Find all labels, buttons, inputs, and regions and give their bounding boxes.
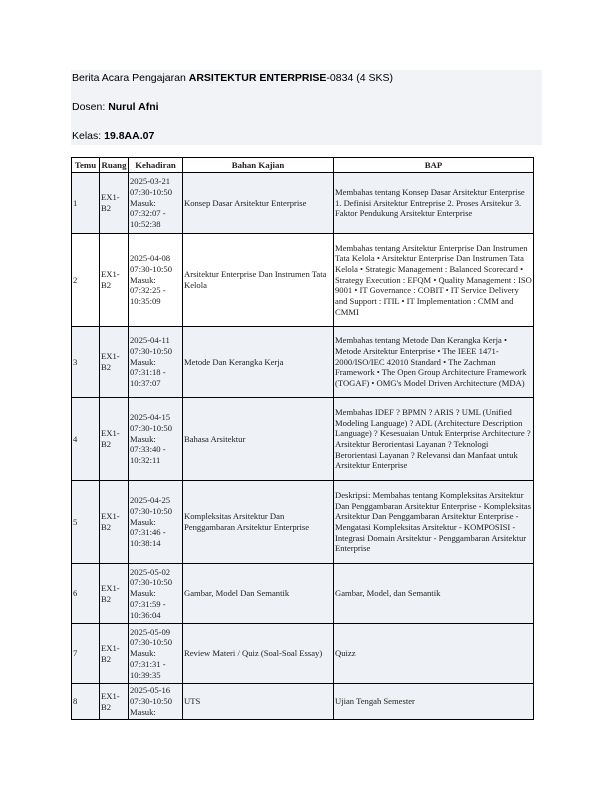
- cell-kehadiran: [129, 624, 183, 684]
- cell-ruang: EX1-B2: [100, 173, 129, 234]
- kehadiran-date: 2025-04-11: [130, 335, 170, 346]
- table-row: [72, 564, 534, 624]
- cell-bahan-kajian: Review Materi / Quiz (Soal-Soal Essay): [183, 624, 334, 684]
- cell-bap: Gambar, Model, dan Semantik: [334, 564, 534, 624]
- kehadiran-date: 2025-04-15: [130, 412, 171, 423]
- col-header-temu: Temu: [72, 158, 100, 173]
- kehadiran-masuk-label: Masuk:: [130, 516, 156, 527]
- cell-ruang: EX1-B2: [100, 684, 129, 720]
- kehadiran-date: 2025-05-16: [130, 685, 171, 696]
- cell-bap: Membahas tentang Metode Dan Kerangka Kerja • Metode Arsitektur Enterprise • The IEEE 1471-2000/ISO/IEC 42010 Standard • The Zachman Framework • The Open Group Architecture Framework (TOGAF) • OMG's Model Driven Architecture (MDA): [334, 327, 534, 398]
- table-header-row: [72, 158, 534, 173]
- cell-bahan-kajian: Bahasa Arsitektur: [183, 398, 334, 481]
- cell-ruang: EX1-B2: [100, 398, 129, 481]
- cell-temu: 3: [72, 327, 100, 398]
- lecturer-label: Dosen:: [72, 101, 109, 113]
- cell-ruang: EX1-B2: [100, 234, 129, 327]
- cell-temu: 2: [72, 234, 100, 327]
- cell-bap: Membahas IDEF ? BPMN ? ARIS ? UML (Unified Modeling Language) ? ADL (Architecture Description Language) ? Kesesuaian Untuk Enterprise Architecture ? Arsitektur Berorientasi Layanan ? Teknologi Berorientasi Layanan ? Relevansi dan Manfaat untuk Arsitektur Enterprise: [334, 398, 534, 481]
- kehadiran-date: 2025-03-21: [130, 176, 171, 187]
- cell-ruang: EX1-B2: [100, 624, 129, 684]
- class-name: 19.8AA.07: [104, 130, 155, 142]
- course-suffix: -0834 (4 SKS): [326, 72, 393, 84]
- kehadiran-schedule: 07:30-10:50: [130, 696, 173, 707]
- table-row: [72, 624, 534, 684]
- cell-bap: Membahas tentang Arsitektur Enterprise Dan Instrumen Tata Kelola • Arsitektur Enterprise Dan Instrumen Tata Kelola • Strategic Management : Balanced Scorecard • Strategy Execution : EFQM • Quality Management : ISO 9001 • IT Governance : COBIT • IT Service Delivery and Support : ITIL • IT Implementation : CMM and CMMI: [334, 234, 534, 327]
- cell-ruang: EX1-B2: [100, 564, 129, 624]
- cell-kehadiran: [129, 481, 183, 564]
- kehadiran-masuk-label: Masuk:: [130, 433, 156, 444]
- class-line: [72, 130, 154, 142]
- kehadiran-date: 2025-05-09: [130, 626, 171, 637]
- kehadiran-masuk-label: Masuk:: [130, 274, 156, 285]
- col-header-kehadiran: Kehadiran: [129, 158, 183, 173]
- kehadiran-masuk-label: Masuk:: [130, 588, 156, 599]
- kehadiran-schedule: 07:30-10:50: [130, 505, 173, 516]
- kehadiran-masuk-label: Masuk:: [130, 356, 156, 367]
- kehadiran-masuk-time: 07:32:25 - 10:35:09: [130, 285, 166, 307]
- kehadiran-masuk-label: Masuk:: [130, 706, 156, 717]
- kehadiran-masuk-time: 07:31:31 - 10:39:35: [130, 658, 166, 680]
- cell-bahan-kajian: Konsep Dasar Arsitektur Enterprise: [183, 173, 334, 234]
- cell-ruang: EX1-B2: [100, 481, 129, 564]
- document-header: [71, 70, 542, 145]
- kehadiran-schedule: 07:30-10:50: [130, 263, 173, 274]
- cell-bahan-kajian: Gambar, Model Dan Semantik: [183, 564, 334, 624]
- lecturer-name: Nurul Afni: [108, 101, 159, 113]
- cell-kehadiran: [129, 684, 183, 720]
- cell-kehadiran: [129, 564, 183, 624]
- cell-bap: Quizz: [334, 624, 534, 684]
- kehadiran-schedule: 07:30-10:50: [130, 422, 173, 433]
- col-header-bahan-kajian: Bahan Kajian: [183, 158, 334, 173]
- cell-bap: Ujian Tengah Semester: [334, 684, 534, 720]
- table-row: [72, 234, 534, 327]
- cell-temu: 7: [72, 624, 100, 684]
- kehadiran-masuk-time: 07:31:18 - 10:37:07: [130, 367, 166, 389]
- table-row: [72, 684, 534, 720]
- course-name: ARSITEKTUR ENTERPRISE: [188, 72, 327, 84]
- table-row: [72, 398, 534, 481]
- cell-kehadiran: [129, 327, 183, 398]
- cell-temu: 6: [72, 564, 100, 624]
- kehadiran-masuk-time: 07:31:59 - 10:36:04: [130, 598, 166, 620]
- cell-bahan-kajian: Arsitektur Enterprise Dan Instrumen Tata Kelola: [183, 234, 334, 327]
- course-title: [72, 72, 393, 84]
- kehadiran-masuk-time: 07:33:40 - 10:32:11: [130, 444, 166, 466]
- kehadiran-schedule: 07:30-10:50: [130, 577, 173, 588]
- bap-table: [71, 157, 534, 720]
- cell-bap: Deskripsi: Membahas tentang Kompleksitas Arsitektur Dan Penggambaran Arsitektur Enterprise - Kompleksitas Arsitektur Dan Penggambaran Arsitektur Enterprise - Mengatasi Kompleksitas Arsitektur - KOMPOSISI - Integrasi Domain Arsitektur - Penggambaran Arsitektur Enterprise: [334, 481, 534, 564]
- cell-bahan-kajian: Kompleksitas Arsitektur Dan Penggambaran Arsitektur Enterprise: [183, 481, 334, 564]
- class-label: Kelas:: [72, 130, 105, 142]
- col-header-ruang: Ruang: [100, 158, 129, 173]
- cell-temu: 8: [72, 684, 100, 720]
- lecturer-line: [72, 101, 159, 113]
- kehadiran-date: 2025-04-08: [130, 253, 171, 264]
- table-row: [72, 481, 534, 564]
- table-row: [72, 327, 534, 398]
- kehadiran-date: 2025-04-25: [130, 495, 171, 506]
- title-prefix: Berita Acara Pengajaran: [72, 72, 189, 84]
- cell-kehadiran: [129, 173, 183, 234]
- cell-temu: 5: [72, 481, 100, 564]
- cell-ruang: EX1-B2: [100, 327, 129, 398]
- cell-temu: 1: [72, 173, 100, 234]
- cell-bahan-kajian: UTS: [183, 684, 334, 720]
- kehadiran-masuk-time: 07:32:07 - 10:52:38: [130, 208, 166, 230]
- cell-kehadiran: [129, 234, 183, 327]
- col-header-bap: BAP: [334, 158, 534, 173]
- cell-bahan-kajian: Metode Dan Kerangka Kerja: [183, 327, 334, 398]
- kehadiran-masuk-label: Masuk:: [130, 648, 156, 659]
- cell-kehadiran: [129, 398, 183, 481]
- kehadiran-masuk-time: 07:31:46 - 10:38:14: [130, 527, 166, 549]
- kehadiran-date: 2025-05-02: [130, 566, 171, 577]
- kehadiran-schedule: 07:30-10:50: [130, 637, 173, 648]
- kehadiran-schedule: 07:30-10:50: [130, 186, 173, 197]
- table-row: [72, 173, 534, 234]
- cell-temu: 4: [72, 398, 100, 481]
- kehadiran-masuk-label: Masuk:: [130, 197, 156, 208]
- cell-bap: Membahas tentang Konsep Dasar Arsitektur Enterprise 1. Definisi Arsitektur Entreprise 2. Proses Arsitekur 3. Faktor Pendukung Arsitektur Enterprise: [334, 173, 534, 234]
- kehadiran-schedule: 07:30-10:50: [130, 345, 173, 356]
